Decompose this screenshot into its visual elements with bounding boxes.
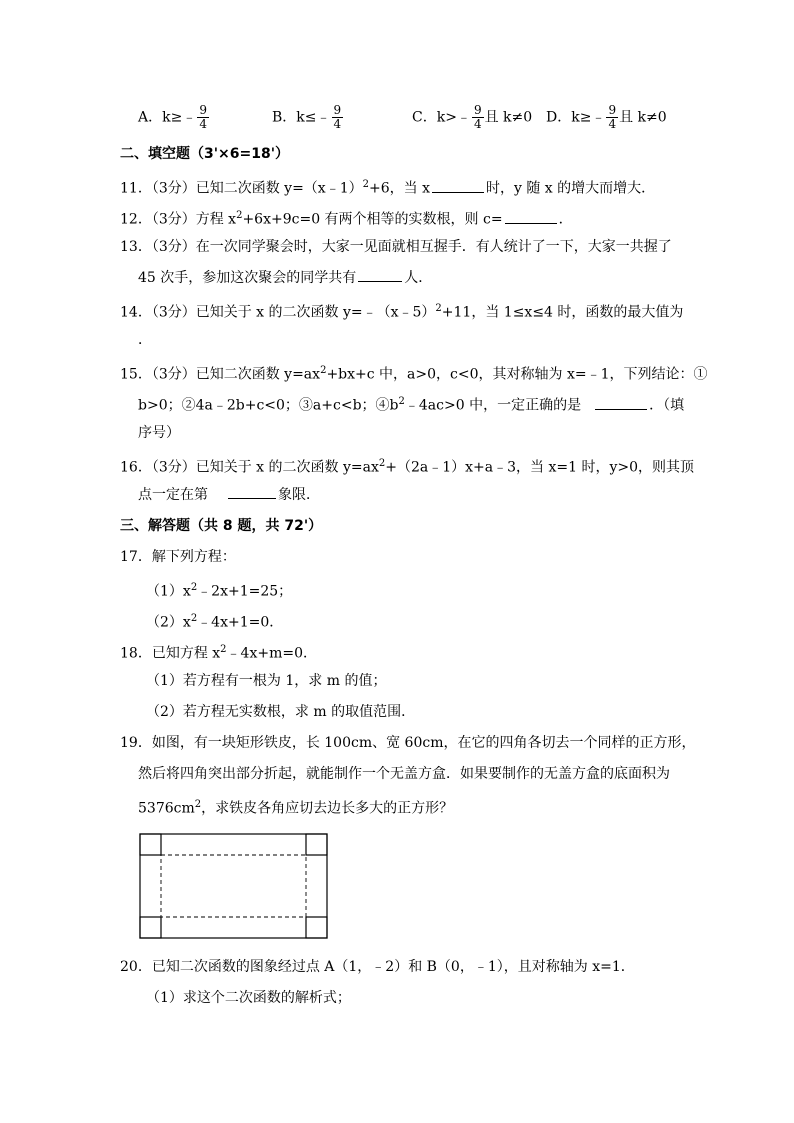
section-2-title: 二、填空题（3'×6=18'） (120, 146, 289, 162)
option-c: C．k>﹣ $\frac{9}{4}$ 且 k≠0 (412, 103, 533, 131)
answer-blank-11[interactable] (432, 178, 484, 193)
question-17-part-1: $(1)x^2﹣2x+1=25$； (146, 582, 293, 600)
question-14-line-2: ． (138, 332, 152, 348)
rectangle-sheet-figure (139, 833, 329, 941)
option-a-fraction: $\frac{9}{4}$ (199, 103, 207, 131)
option-a-text: A．k≥﹣ (138, 109, 197, 126)
question-16-line-2: 点一定在第 象限． (138, 484, 320, 506)
option-b-text: B．k≤﹣ (272, 109, 331, 126)
question-15-line-2: b>0；②4a﹣2b+c<0；③a+c<b；$④b^2﹣4ac>0$ 中，一定正确的是 ．（填 (138, 396, 685, 414)
question-12: 12．（3分）方程 $x^2+6x+9c=0$ 有两个相等的实数根，则 c= ． (120, 210, 573, 228)
question-19-line-3: $5376cm^2$，求铁皮各角应切去边长多大的正方形？ (138, 799, 454, 817)
question-11: 11．（3分）已知二次函数 y=（x﹣1）$^2$+6，当 x 时，y 随 x 的增大而增大． (120, 179, 656, 197)
fold-line-dashed (161, 855, 306, 917)
question-13-line-2: 45 次手，参加这次聚会的同学共有 人． (138, 267, 432, 289)
answer-blank-15[interactable] (595, 395, 647, 410)
question-18-part-2: （2）若方程无实数根，求 m 的取值范围． (146, 704, 416, 720)
question-19-line-1: 19．如图，有一块矩形铁皮，长 100cm、宽 60cm，在它的四角各切去一个同样的正方形， (120, 735, 696, 751)
answer-blank-16[interactable] (228, 484, 276, 499)
sheet-outline (140, 834, 327, 938)
question-18-part-1: （1）若方程有一根为 1，求 m 的值； (146, 673, 387, 689)
question-20-line-1: 20．已知二次函数的图象经过点 A（1，﹣2）和 B（0，﹣1），且对称轴为 x=1． (120, 959, 635, 975)
question-17-title: 17．解下列方程： (120, 549, 236, 565)
option-b-fraction: $\frac{9}{4}$ (333, 103, 342, 131)
question-18-title: 18．已知方程 $x^2﹣4x+m=0$． (120, 644, 317, 662)
section-3-title: 三、解答题（共 8 题，共 72'） (120, 518, 323, 534)
question-17-part-2: $(2)x^2﹣4x+1=0$． (146, 613, 284, 631)
question-15-line-1: 15．（3分）已知二次函数 $y=ax^2+bx+c$ 中，a>0，c<0，其对称轴为 x=﹣1，下列结论：① (120, 365, 708, 383)
question-16-line-1: 16．（3分）已知关于 x 的二次函数 $y=ax^2+(2a﹣1)x+a﹣3$，当 x=1 时，y>0，则其顶 (120, 458, 694, 476)
question-14-line-1: 14．（3分）已知关于 x 的二次函数 y=﹣（x﹣5）$^2$+11，当 1≤x≤4 时，函数的最大值为 (120, 303, 684, 321)
option-d: D．k≥﹣ $\frac{9}{4}$ 且 k≠0 (546, 103, 667, 131)
option-d-text: D．k≥﹣ (546, 109, 606, 126)
corner-square-bottom-left (140, 917, 161, 938)
option-c-text: C．k>﹣ (412, 109, 471, 126)
question-15-line-3: 序号） (138, 425, 180, 441)
question-20-part-1: （1）求这个二次函数的解析式； (146, 990, 351, 1006)
corner-square-top-left (140, 834, 161, 855)
option-c-fraction: $\frac{9}{4}$ (473, 103, 482, 131)
corner-square-top-right (306, 834, 327, 855)
answer-blank-12[interactable] (505, 209, 557, 224)
corner-square-bottom-right (306, 917, 327, 938)
question-19-line-2: 然后将四角突出部分折起，就能制作一个无盖方盒．如果要制作的无盖方盒的底面积为 (138, 766, 670, 782)
answer-blank-13[interactable] (358, 267, 402, 282)
question-13-line-1: 13．（3分）在一次同学聚会时，大家一见面就相互握手．有人统计了一下，大家一共握了 (120, 239, 672, 255)
option-d-fraction: $\frac{9}{4}$ (608, 103, 617, 131)
option-a (138, 104, 210, 131)
option-b (272, 104, 344, 131)
